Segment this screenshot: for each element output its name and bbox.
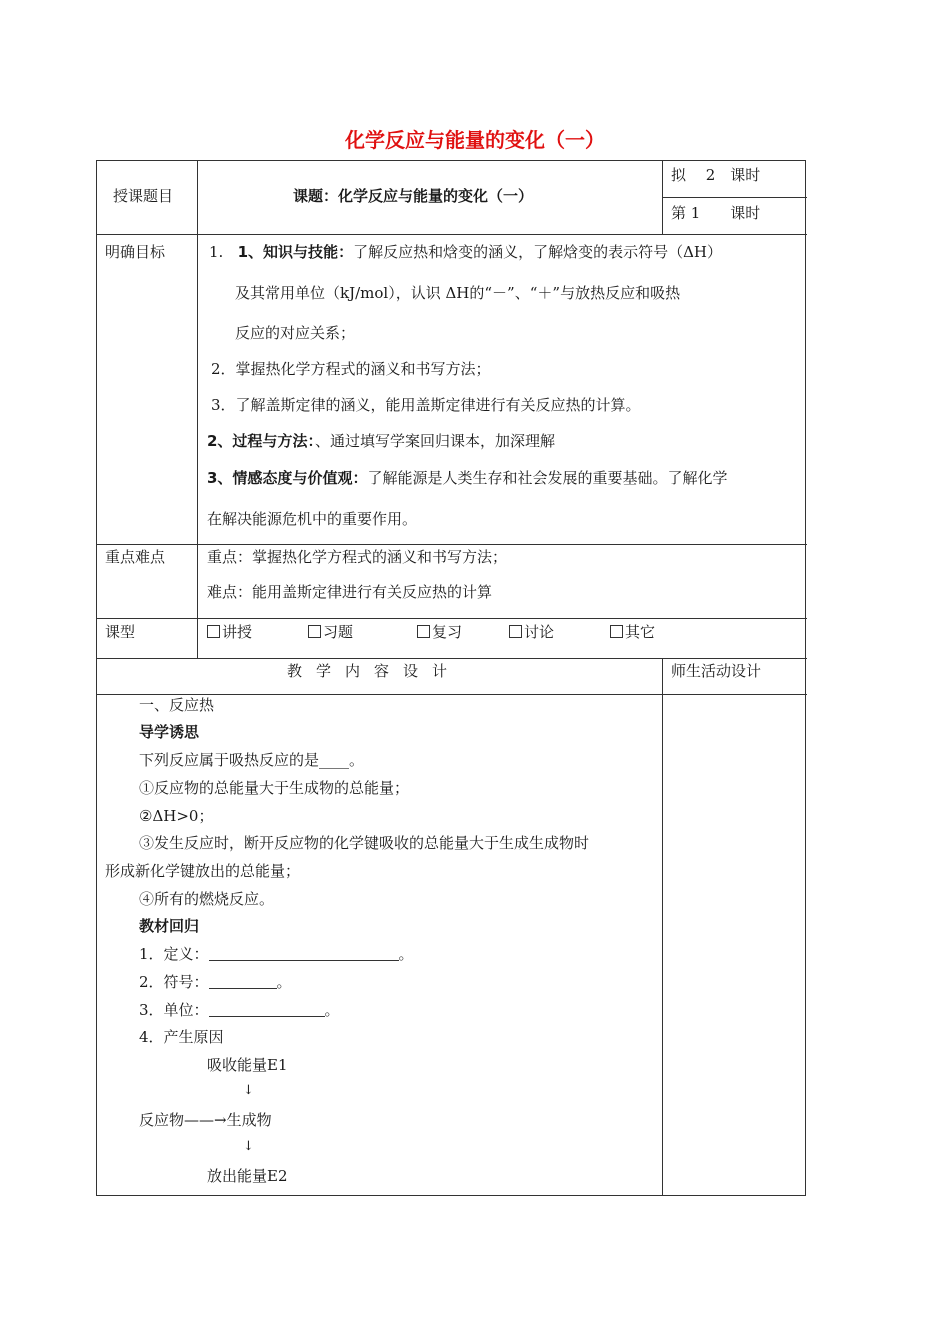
lesson-type-option: 其它 <box>610 622 655 642</box>
checkbox-icon <box>509 625 522 638</box>
planned-hours: 拟 2 课时 <box>671 166 761 184</box>
topic-title: 课题：化学反应与能量的变化（一） <box>293 187 534 205</box>
lesson-type-option: 讲授 <box>207 622 252 642</box>
lesson-type-option: 复习 <box>417 622 462 642</box>
option-item: ①反应物的总能量大于生成物的总能量； <box>139 779 410 797</box>
option-item: ③发生反应时，断开反应物的化学键吸收的总能量大于生成生成物时 <box>139 834 590 852</box>
arrow-down-icon: ↓ <box>243 1139 254 1154</box>
review-heading: 教材回归 <box>139 917 200 935</box>
goal-line: 2、过程与方法：、通过填写学案回归课本，加深理解 <box>207 432 555 450</box>
reaction-arrow-line: 反应物——→生成物 <box>139 1111 272 1129</box>
goal-line: 反应的对应关系； <box>235 324 356 342</box>
unit-item: 3．单位： 。 <box>139 1001 340 1019</box>
table-divider <box>97 658 807 659</box>
fill-blank[interactable] <box>209 946 399 961</box>
fill-blank[interactable] <box>209 974 277 989</box>
option-item: 形成新化学键放出的总能量； <box>105 862 301 880</box>
goal-line: 3、情感态度与价值观：了解能源是人类生存和社会发展的重要基础。了解化学 <box>207 469 728 487</box>
goal-line: 1. 1、知识与技能：了解反应热和焓变的涵义，了解焓变的表示符号（ΔH） <box>209 243 722 261</box>
option-item: ②ΔH>0； <box>139 807 214 825</box>
checkbox-icon <box>610 625 623 638</box>
fill-blank[interactable] <box>209 1002 325 1017</box>
section-heading: 一、反应热 <box>139 696 215 714</box>
question-text: 下列反应属于吸热反应的是____。 <box>139 751 365 769</box>
guide-heading: 导学诱思 <box>139 723 200 741</box>
keypoints-label: 重点难点 <box>105 548 166 566</box>
goal-line: 及其常用单位（kJ/mol），认识 ΔH的“－”、“＋”与放热反应和吸热 <box>235 284 681 302</box>
option-item: ④所有的燃烧反应。 <box>139 890 275 908</box>
goals-label: 明确目标 <box>105 243 166 261</box>
lesson-type-option: 讨论 <box>509 622 554 642</box>
release-energy-label: 放出能量E2 <box>207 1167 288 1185</box>
table-divider <box>662 197 807 198</box>
page-title: 化学反应与能量的变化（一） <box>345 128 605 152</box>
lesson-plan-table <box>96 160 806 1196</box>
cause-item: 4．产生原因 <box>139 1028 224 1046</box>
goal-line: 2．掌握热化学方程式的涵义和书写方法； <box>211 360 491 378</box>
absorb-energy-label: 吸收能量E1 <box>207 1056 288 1074</box>
table-divider <box>97 544 807 545</box>
lesson-type-option: 习题 <box>308 622 353 642</box>
subject-label: 授课题目 <box>113 187 174 205</box>
table-divider <box>97 234 807 235</box>
checkbox-icon <box>417 625 430 638</box>
table-divider <box>97 618 807 619</box>
arrow-down-icon: ↓ <box>243 1083 254 1098</box>
goal-line: 3．了解盖斯定律的涵义，能用盖斯定律进行有关反应热的计算。 <box>211 396 641 414</box>
design-header: 教学内容设计 <box>287 662 462 680</box>
table-divider <box>197 161 198 658</box>
checkbox-icon <box>207 625 220 638</box>
lesson-type-label: 课型 <box>105 623 136 641</box>
activity-header: 师生活动设计 <box>671 662 762 680</box>
symbol-item: 2．符号： 。 <box>139 973 292 991</box>
definition-item: 1．定义： 。 <box>139 945 414 963</box>
lesson-number: 第 1 课时 <box>671 204 761 222</box>
key-point: 重点：掌握热化学方程式的涵义和书写方法； <box>207 548 508 566</box>
goal-line: 在解决能源危机中的重要作用。 <box>207 510 418 528</box>
difficult-point: 难点：能用盖斯定律进行有关反应热的计算 <box>207 583 493 601</box>
checkbox-icon <box>308 625 321 638</box>
table-divider <box>662 658 663 1196</box>
